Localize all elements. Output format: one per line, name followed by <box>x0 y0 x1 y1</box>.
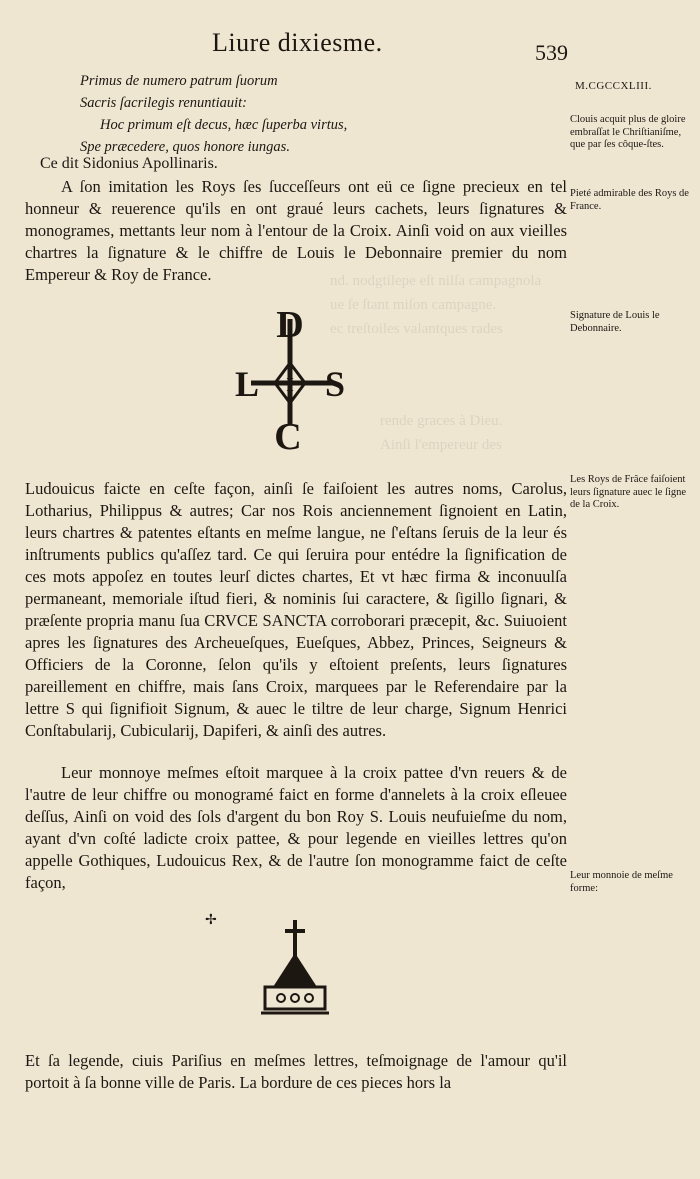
printer-ornament: ✢ <box>205 913 217 928</box>
verse-attribution: Ce dit Sidonius Apollinaris. <box>40 155 218 172</box>
verse-line: Hoc primum eſt decus, hæc ſuperba virtus, <box>100 117 348 133</box>
show-through-text: Ainſi l'empereur des <box>380 437 502 453</box>
body-paragraph: A ſon imitation les Roys ſes ſucceſſeurs ont eü ce ſigne precieux en tel honneur & reuerence qu'ils en ont graué leurs cachets, leurs ſignatures & monogrames, mettants leur nom à l'entour de la Croix. Ainſi void on aux vieilles chartres la ſignature & le chiffre de Louis le Debonnaire premier du nom Empereur & Roy de France. <box>25 177 567 284</box>
verse-line: Primus de numero patrum ſuorum <box>80 73 278 89</box>
body-paragraph: Leur monnoye meſmes eſtoit marquee à la croix pattee d'vn reuers & de l'autre de leur chiffre ou monogramé faict en forme d'annelets à la croix eſleuee deſſus, Ainſi on void des ſols d'argent du bon Roy S. Louis neufuieſme du nom, ayant d'vn coſté ladicte croix pattee, & pour legende en vieilles lettres qu'on appelle Gothiques, Ludouicus Rex, & de l'autre ſon monogramme faict de ceſte façon, <box>25 763 567 892</box>
verse-line: Sacris ſacrilegis renuntiauit: <box>80 95 248 111</box>
margin-note: Pieté admirable des Roys de France. <box>570 188 689 212</box>
show-through-text: rende graces à Dieu. <box>380 413 503 429</box>
body-paragraph: Ludouicus faicte en ceſte façon, ainſi ſe faiſoient les autres noms, Carolus, Lotharius, Philippus & autres; Car nos Rois anciennement ſignoient en Latin, leurs chartres & patentes eſtants en meſme langue, ne ſ'eſtans ſeruis de la leur és inſtruments publics qu'aſſez tard. Ce qui ſeruira pour entédre la ſignification de ces mots appoſez en toutes leurſ dictes chartes, Et vt hæc firma & inconuulſa permaneant, memoriale iſtud fieri, & nominis ſui caractere, & ſigillo ſignari, & præſente propria manu ſua CRVCE SANCTA corroborari præcepit, &c. Suiuoient apres les ſignatures des Archeueſques, Eueſques, Abbez, Princes, Seigneurs & Officiers de la Coronne, ſelon qu'ils y eſtoient preſents, leurs ſignatures pareillement en chiffre, mais ſans Croix, marquees par le Referendaire par la lettre S qui ſignifioit Signum, & auec le tiltre de leur charge, Signum Henrici Conſtabularij, Cubicularij, Dapiferi, & ainſi des autres. <box>25 479 567 740</box>
page-number: 539 <box>535 40 568 65</box>
coin-monogram <box>255 915 335 1025</box>
show-through-text: ue ſe ſtant miſon campagne. <box>330 297 497 313</box>
louis-monogram <box>225 305 355 455</box>
margin-note: Signature de Louis le Debonnaire. <box>570 310 660 334</box>
year-note: M.CGCCXLIII. <box>575 80 652 92</box>
monogram-letter-left: L <box>234 364 260 404</box>
show-through-text: nd. nodgtilepe eſt nilſa campagnola <box>330 273 542 289</box>
monogram-letter-right: S <box>324 364 346 404</box>
body-paragraph: Et ſa legende, ciuis Pariſius en meſmes lettres, teſmoignage de l'amour qu'il portoit à ſa bonne ville de Paris. La bordure de ces pieces hors la <box>25 1051 567 1092</box>
running-title: Liure dixiesme. <box>212 28 383 57</box>
monogram-letter-bottom: C <box>274 416 302 455</box>
latin-verse <box>80 70 347 158</box>
margin-note: Leur monnoie de meſme forme: <box>570 870 673 894</box>
margin-note: Les Roys de Frâce faiſoient leurs ſignature auec le ſigne de la Croix. <box>570 474 687 510</box>
show-through-text: ec treſtoiles valantques rades <box>330 321 503 337</box>
margin-note: Clouis acquit plus de gloire embraſſat le Chriſtianiſme, que par ſes côque-ſtes. <box>570 114 686 150</box>
monogram-letter-top: D <box>276 305 304 346</box>
verse-line: Spe præcedere, quos honore iungas. <box>80 139 290 155</box>
monogram-letter-center: I <box>286 374 294 396</box>
